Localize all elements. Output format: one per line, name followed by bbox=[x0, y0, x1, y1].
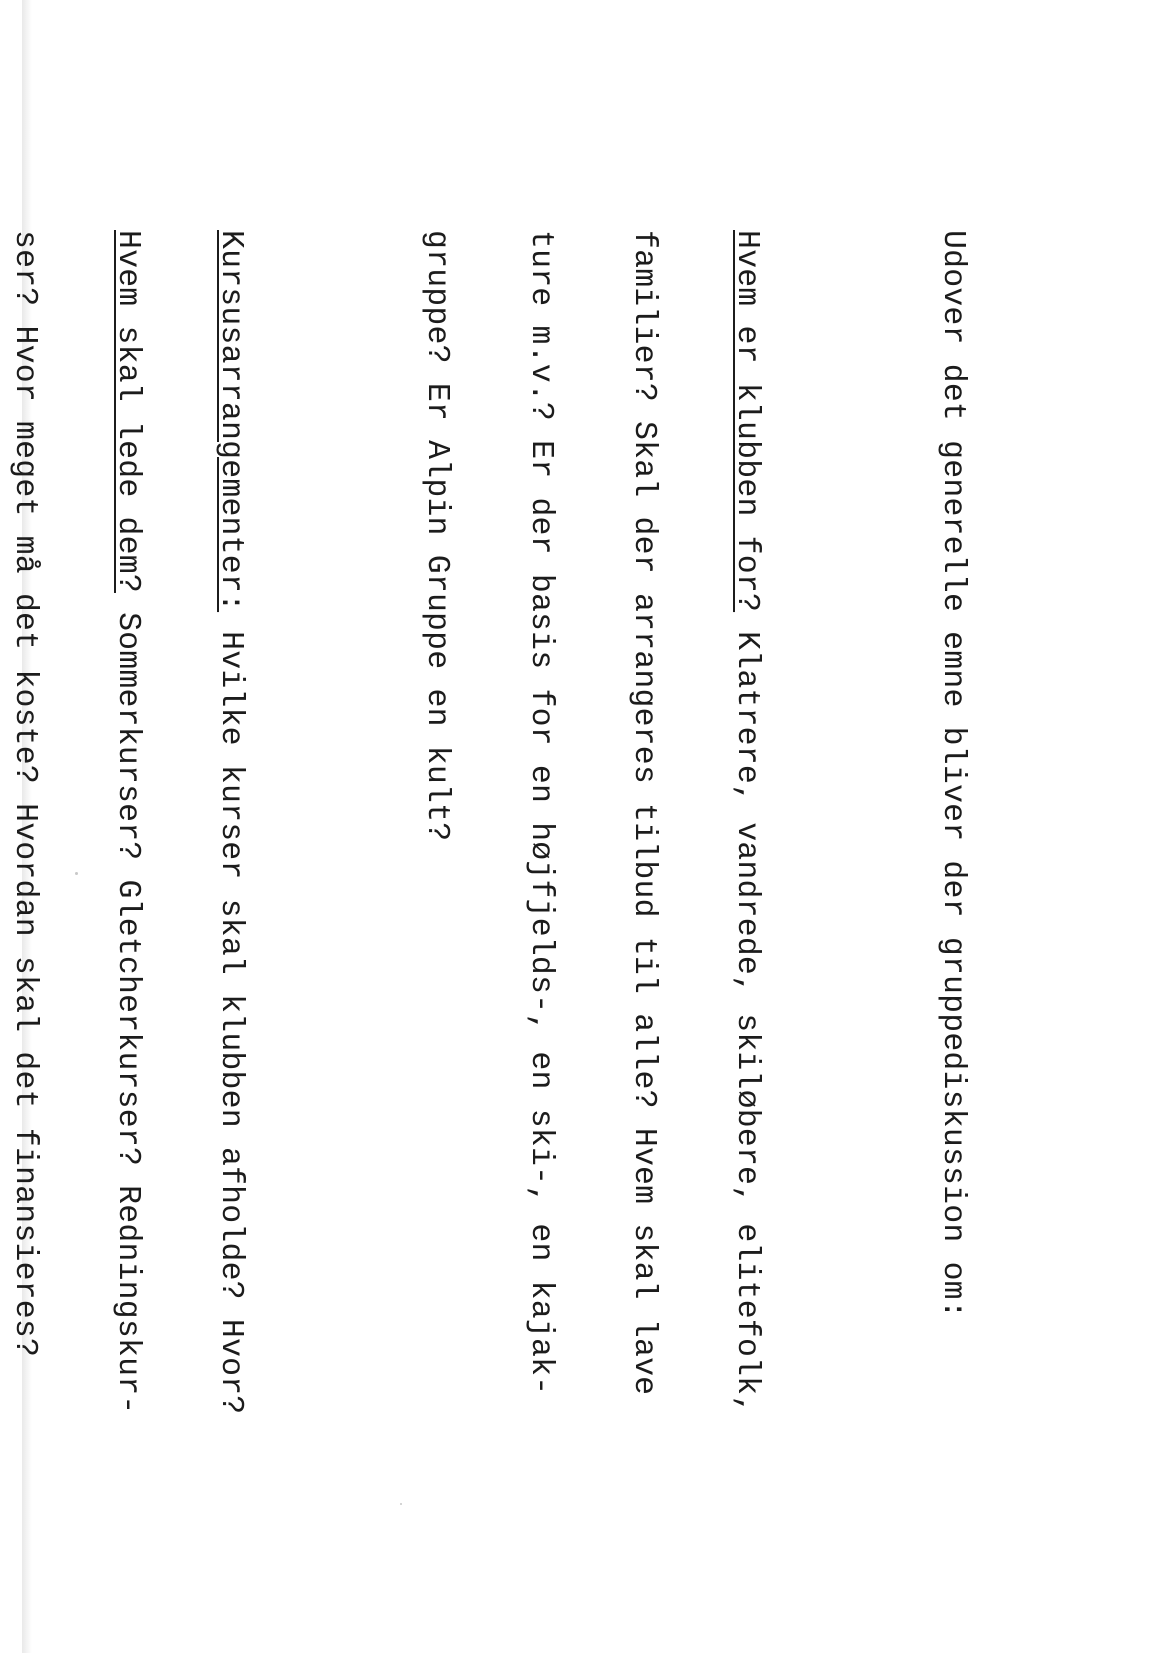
text-line: ture m.v.? Er der basis for en højfjelds-, en ski-, en kajak- bbox=[522, 230, 558, 1396]
intro-paragraph bbox=[866, 230, 1038, 1620]
club-purpose-heading: Hvem er klubben for? bbox=[729, 230, 765, 613]
document-text bbox=[0, 230, 1038, 1620]
text-line: gruppe? Er Alpin Gruppe en kult? bbox=[419, 230, 455, 842]
text-span: Hvilke kurser skal klubben afholde? Hvor? bbox=[213, 612, 249, 1415]
courses-heading: Kursusarrangementer: bbox=[213, 230, 249, 613]
underlined-text: Hvem skal lede dem? bbox=[110, 230, 146, 593]
text-line bbox=[729, 230, 763, 1620]
text-line: familier? Skal der arrangeres tilbud til alle? Hvem skal lave bbox=[625, 230, 661, 1396]
text-line bbox=[110, 230, 144, 1620]
club-purpose-paragraph bbox=[350, 230, 832, 1620]
text-line: ser? Hvor meget må det koste? Hvordan skal det finansieres? bbox=[7, 230, 43, 1358]
courses-paragraph bbox=[0, 230, 316, 1620]
text-line: Udover det generelle emne bliver der gruppediskussion om: bbox=[935, 230, 971, 1319]
text-span: Klatrere, vandrede, skiløbere, elitefolk, bbox=[729, 612, 765, 1415]
text-span: Sommerkurser? Gletcherkurser? Redningskur- bbox=[110, 592, 146, 1415]
text-line bbox=[213, 230, 247, 1620]
